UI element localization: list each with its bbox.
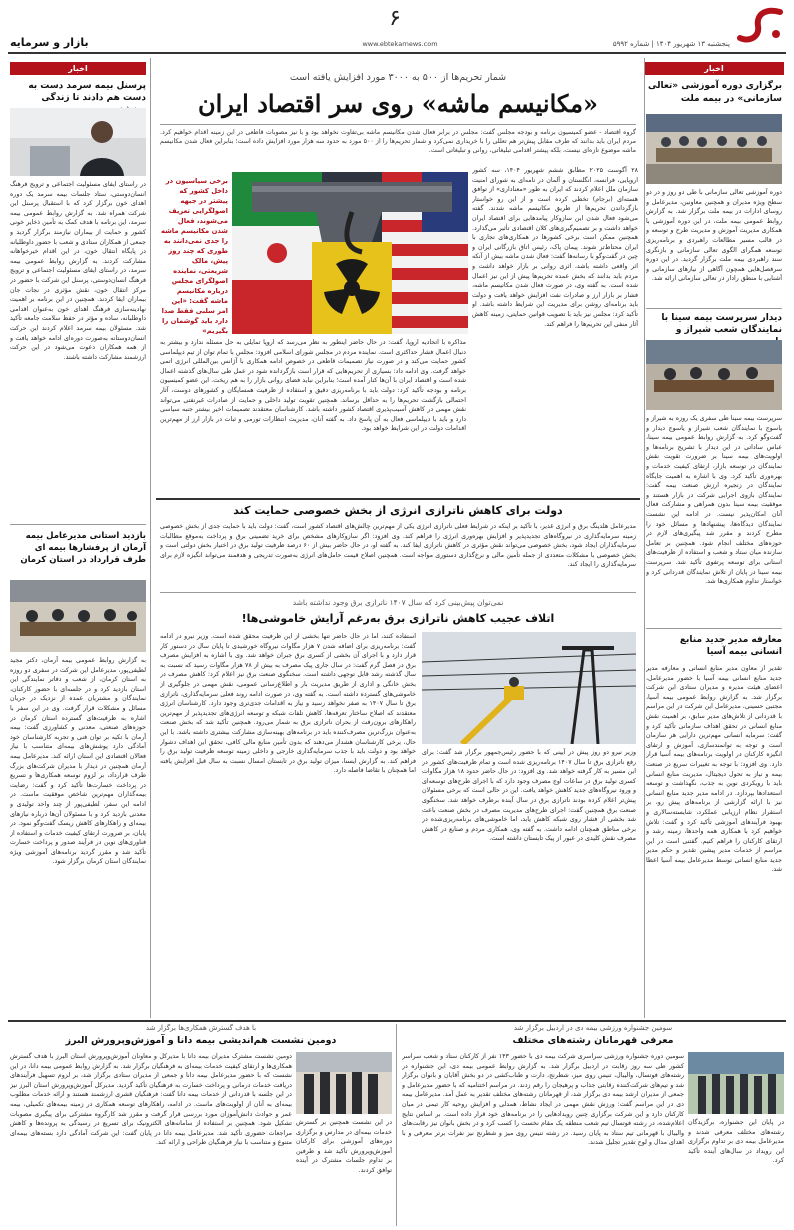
bottom-right-body-a: سومین دوره جشنواره ورزشی سراسری شرکت بیمه دی با حضور ۱۴۳ نفر از کارکنان ستاد و شعب سراسر کشور طی سه روز رقابت در اردبیل برگزار شد. به گزارش روابط عمومی بیمه دی، این جشنواره در رشته‌های فوتسال، والیبال، تنیس روی میز، شطرنج، دارت و طناب‌کشی در دو بخش آقایان و بانوان برگزار شد و تیم‌های شرکت‌کننده رقابتی جذاب و پرهیجان را رقم زدند. در مراسم اختتامیه که با حضور مدیرعامل و جمعی از مدیران ارشد بیمه دی برگزار شد، از قهرمانان رشته‌های مختلف تقدیر به عمل آمد. مدیرعامل بیمه دی در این مراسم گفت: ورزش نقش مهمی در ایجاد نشاط، همدلی و افزایش روحیه کار تیمی در میان کارکنان دارد و این شرکت برگزاری چنین رویدادهایی را در برنامه‌های خود قرار داده است. بر اساس نتایج اعلام‌شده، در رشته فوتسال تیم شعب منطقه یک مقام نخست را کسب کرد و در بخش بانوان نیز رقابت‌های والیبال با قهرمانی تیم ستاد به پایان رسید. در رشته تنیس روی میز و شطرنج نیز نفرات برتر معرفی و با اهدای مدال و لوح تقدیر تجلیل شدند. [402, 1053, 684, 1147]
left-item2-body: به گزارش روابط عمومی بیمه آرمان، دکتر مجید لطیفی‌پور، مدیرعامل این شرکت در سفری دو روزه به استان کرمان، از شعب و دفاتر نمایندگی این استان بازدید کرد و در جلسه‌ای با حضور کارکنان، نمایندگان و مشتریان عمده از نزدیک در جریان مسائل و مشکلات قرار گرفت. وی در این سفر با اشاره به ظرفیت‌های گسترده استان کرمان در حوزه‌های صنعتی، معدنی و کشاورزی گفت: بیمه آرمان با تکیه بر توان فنی و تجربه کارشناسان خود آمادگی دارد پوشش‌های بیمه‌ای متناسب با نیاز فعالان اقتصادی این استان ارائه کند. مدیرعامل بیمه آرمان همچنین در دیدار با مدیران شرکت‌های بزرگ طرف قرارداد، بر لزوم توسعه همکاری‌ها و تسریع در پرداخت خسارت‌ها تأکید کرد و گفت: رضایت بیمه‌گذاران مهم‌ترین شاخص موفقیت ماست. در ادامه این سفر، لطیفی‌پور از چند واحد تولیدی و معدنی بازدید کرد و با مسئولان آن‌ها درباره نیازهای بیمه‌ای و راهکارهای کاهش ریسک گفت‌وگو نمود. در پایان، بر ضرورت ارتقای کیفیت خدمات و استفاده از فناوری‌های نوین در فرآیند صدور و پرداخت خسارت تأکید شد و مقرر گردید برنامه‌های آموزشی ویژه نمایندگان استان کرمان برگزار شود. [10, 657, 146, 866]
masthead [0, 0, 794, 56]
site-url[interactable]: www.ebtekarnews.com [362, 40, 438, 48]
left-item2-title: بازدید استانی مدیرعامل بیمه آرمان از پرفشارها بیمه ای طرف قرارداد در استان کرمان [20, 531, 146, 565]
bottom-left-body-a: دومین نشست مشترک مدیران بیمه دانا با مدیرکل و معاونان آموزش‌وپرورش استان البرز با هدف گسترش همکاری‌ها و ارتقای کیفیت خدمات بیمه‌ای به فرهنگیان برگزار شد. به گزارش روابط عمومی بیمه دانا، در این نشست که با حضور مدیرعامل بیمه دانا و جمعی از مدیران ستادی برگزار شد، بر لزوم تسهیل فرآیندهای دریافت خدمات درمانی و پرداخت خسارت به فرهنگیان تأکید گردید. مدیرکل آموزش‌وپرورش استان البرز نیز در این جلسه با قدردانی از خدمات بیمه دانا گفت: فرهنگیان قشری ارزشمند هستند و ارائه خدمات مطلوب بیمه‌ای به آنان از اولویت‌های ماست. در ادامه، راهکارهای توسعه همکاری در زمینه بیمه‌های تکمیلی، بیمه عمر و حوادث دانش‌آموزان مورد بررسی قرار گرفت و مقرر شد کارگروه مشترکی برای پیگیری مصوبات تشکیل شود. همچنین بر استفاده از سامانه‌های الکترونیک برای تسریع در رسیدگی به پرونده‌ها و کاهش مراجعات حضوری تأکید شد. مدیرعامل بیمه دانا در پایان گفت: این شرکت آمادگی دارد بسته‌های بیمه‌ای متنوع و متناسب با نیاز فرهنگیان طراحی و ارائه کند. [10, 1053, 292, 1147]
main-lead: گروه اقتصاد - عضو کمیسیون برنامه و بودجه مجلس گفت: مجلس در برابر فعال شدن مکانیسم ماشه بی‌تفاوت نخواهد بود و با نیز مصوبات قاطعی در این زمینه اقدام خواهیم کرد. مردم ایران باید بدانند که طرف مقابل پیش‌تر هم تعللی را با خریداری نمی‌کرد و شمار تحریم‌ها را از ۵۰۰ مورد به حدود سه هزار مورد افزایش داده است؛ بنابراین فعال شدن مکانیسم ماشه موضوع تازه‌ای نیست، بلکه پیشتر اقدامی تبلیغاتی، روانی و تبلیغاتی است. [160, 129, 636, 154]
news-tag-left: اخبار [10, 62, 146, 75]
bottom-right-body-b: در پایان این جشنواره، برگزیدگان رشته‌های مختلف معرفی شدند و مدیرعامل بیمه دی بر تداوم برگزاری این رویداد در سال‌های آینده تأکید کرد. [688, 1119, 784, 1165]
bottom-right-photo [688, 1052, 784, 1114]
bottom-left-photo [296, 1052, 392, 1114]
bottom-left-title: دومین نشست هم‌اندیشی بیمه دانا و آموزش‌وپرورش البرز [65, 1035, 337, 1046]
right-item3-body: تقدیر از معاون مدیر منابع انسانی و معارفه مدیر جدید منابع انسانی بیمه آسیا با حضور مدیرعامل، اعضای هیئت مدیره و مدیران ستادی این شرکت برگزار شد. به گزارش روابط عمومی بیمه آسیا، مجتبی حسینی، مدیرعامل این شرکت در این مراسم با قدردانی از تلاش‌های مدیر سابق، بر اهمیت نقش منابع انسانی در تحقق اهداف سازمانی تأکید کرد و گفت: سرمایه انسانی مهم‌ترین دارایی هر سازمان است و توجه به توانمندسازی، آموزش و ارتقای انگیزه کارکنان در اولویت برنامه‌های بیمه آسیا قرار دارد. وی افزود: با توجه به تغییرات سریع در صنعت بیمه و نیاز به تحول دیجیتال، مدیریت منابع انسانی باید با رویکردی نوین به جذب، نگهداشت و توسعه استعدادها بپردازد. در ادامه مدیر جدید منابع انسانی نیز با ارائه گزارشی از برنامه‌های پیش رو، بر استقرار نظام ارزیابی عملکرد، شایسته‌سالاری و بهبود فرآیندهای آموزشی تأکید کرد و گفت: تلاش خواهیم کرد با همکاری همه واحدها، زمینه رشد و ارتقای کارکنان را فراهم کنیم. گفتنی است در این مراسم از خدمات مدیر پیشین تقدیر و حکم مدیر جدید منابع انسانی توسط مدیرعامل بیمه آسیا اعطا شد. [646, 665, 782, 874]
box2-kicker: نمی‌توان پیش‌بینی کرد که سال ۱۴۰۷ ناترازی برق وجود نداشته باشد [292, 598, 504, 607]
main-headline: «مکانیسم ماشه» روی سر اقتصاد ایران [197, 89, 599, 118]
section-title: بازار و سرمایه [10, 36, 89, 49]
box2-body-b: وزیر نیرو دو روز پیش در آیینی که با حضور رئیس‌جمهور برگزار شد گفت: برای رفع ناترازی برق تا سال ۱۴۰۷ برنامه‌ریزی شده است و تمام ظرفیت‌های کشور در این مسیر به کار گرفته خواهد شد. وی افزود: در حال حاضر حدود ۱۸ هزار مگاوات کسری تولید برق در ساعات اوج مصرف وجود دارد که با اجرای طرح‌های توسعه‌ای و ورود نیروگاه‌های جدید کاهش خواهد یافت. این در حالی است که برخی مسئولان پیش‌تر اعلام کرده بودند ناترازی برق در سال آینده برطرف خواهد شد. سخنگوی صنعت برق همچنین گفت: اجرای طرح‌های مدیریت مصرف در بخش صنعت باعث شد بخشی از فشار روی شبکه کاهش یابد، اما خاموشی‌های برنامه‌ریزی‌شده در برخی مناطق همچنان ادامه داشت. به گفته وی، همکاری مردم و صنایع در کاهش مصرف نقش کلیدی در عبور از پیک تابستان داشته است. [422, 749, 636, 843]
news-tag-right: اخبار [644, 62, 784, 75]
bottom-left-kicker: با هدف گسترش همکاری‌ها برگزار شد [145, 1024, 257, 1032]
box1-title: دولت برای کاهش ناترازی انرژی از بخش خصوصی حمایت کند [233, 504, 563, 517]
right-item2-title: دیدار سرپرست بیمه سینا با نمایندگان شعب شیراز و [661, 313, 782, 335]
left-item1-photo [10, 108, 146, 176]
left-item2-photo [10, 580, 146, 652]
box2-title: اتلاف عجیب کاهش ناترازی برق به‌رغم آرایش خاموشی‌ها! [241, 612, 555, 625]
right-item1-body: دوره آموزشی تعالی سازمانی با طی دو روز و در دو سطح ویژه مدیران و همچنین معاونین، مدیرعامل و روسای ادارات در بیمه ملت برگزار شد. به گزارش روابط عمومی بیمه ملت، در این دوره آموزشی با همکاری مدیریت آموزش و مدیریت طرح و توسعه و در قالب مسیر مطالعات راهبردی و برنامه‌ریزی توسعه همگرای الگوی تعالی سازمانی و بازنگری سند راهبردی بیمه ملت برگزار گردید. در این دوره سرفصل‌هایی همچون آگاهی از نیازهای سازمانی و آشنایی با منطق رادار در تعالی سازمانی ارائه شد. [646, 189, 782, 283]
main-kicker: شمار تحریم‌ها از ۵۰۰ به ۳۰۰۰ مورد افزایش یافته است [289, 72, 507, 83]
main-body-col1: ۲۸ آگوست ۲۰۲۵ مطابق ششم شهریور ۱۴۰۴، سه کشور اروپایی، فرانسه، انگلستان و آلمان در نامه‌ای به شورای امنیت سازمان ملل اعلام کردند که ایران به طور «معناداری» از توافق هسته‌ای (برجام) تخطی کرده است و از این رو خواستار بازگرداندن تحریم‌ها از طریق مکانیسم ماشه شدند. گفته می‌شود فعال شدن این سازوکار پیامدهایی برای اقتصاد ایران خواهد داشت و بر تصمیم‌گیری‌های کلان اقتصادی تأثیر می‌گذارد. همچنین ممکن است برخی کشورها در همکاری‌های تجاری با ایران محتاط‌تر شوند. پیمان پاک، رئیس اتاق بازرگانی ایران و چین در گفت‌وگو با رسانه‌ها گفت: فعال شدن ماشه بیش از آنکه اثر واقعی داشته باشد، اثری روانی بر بازار خواهد داشت و مردم باید بدانند که بخش عمده تحریم‌ها پیش از این نیز اعمال شده است. به گفته وی، در صورت فعال شدن مکانیسم ماشه، فشار بر بازار ارز و صادرات نفت افزایش خواهد یافت و دولت باید برنامه‌ای روشن برای مدیریت این شرایط داشته باشد. او تأکید کرد: مجلس نیز باید با تصویب قوانین حمایتی، زمینه کاهش آثار منفی این تحریم‌ها را فراهم کند. [472, 167, 638, 328]
right-item1-photo [646, 114, 782, 184]
main-body-col2: مذاکره با اتحادیه اروپا، گفت: در حال حاضر اینطور به نظر می‌رسد که اروپا تمایلی به حل مسئله ندارد و بیشتر به دنبال اعمال فشار حداکثری است. نماینده مردم در مجلس شورای اسلامی افزود: مجلس با تمام توان از تیم دیپلماسی کشور حمایت می‌کند و در صورت نیاز تصمیمات قاطعی در خصوص ادامه همکاری با آژانس بین‌المللی انرژی اتمی خواهد گرفت. وی ادامه داد: بسیاری از تحریم‌هایی که قرار است بازگردانده شود در عمل طی سال‌های گذشته اعمال شده است و اقتصاد ایران با آن‌ها کنار آمده است؛ بنابراین نباید فضای روانی بازار را به هم ریخت. این عضو کمیسیون برنامه و بودجه تأکید کرد: دولت باید با برنامه‌ریزی دقیق و استفاده از ظرفیت همسایگان و کشورهای دوست، آثار احتمالی بازگشت تحریم‌ها را به حداقل برساند. همچنین تقویت تولید داخلی و حمایت از صادرات غیرنفتی می‌تواند نقش مهمی در کاهش آسیب‌پذیری اقتصاد کشور داشته باشد. کارشناسان معتقدند تصمیمات اخیر بیشتر جنبه سیاسی دارد و باید با دیپلماسی فعال به آن پاسخ داد. به گفته آنان، مدیریت انتظارات تورمی و ثبات در بازار ارز از مهم‌ترین اقدامات دولت در این شرایط خواهد بود. [160, 339, 466, 433]
right-item1-title: برگزاری دوره آموزشی «تعالی سازمانی» در بیمه ملت [647, 81, 782, 104]
issue-date: پنجشنبه ۱۳ شهریور ۱۴۰۴ | شماره ۵۹۹۲ [612, 40, 730, 48]
page-number: ۶ [389, 6, 401, 31]
logo [736, 4, 786, 48]
box2-body-a: استفاده کنند، اما در حال حاضر تنها بخشی از این ظرفیت محقق شده است. وزیر نیرو در ادامه گفت: برنامه‌ریزی برای اضافه شدن ۷ هزار مگاوات نیروگاه خورشیدی تا پایان سال در دستور کار قرار دارد و با اجرای آن بخشی از کسری برق جبران خواهد شد. وی با اشاره به افزایش مصرف برق در فصل گرم گفت: در سال جاری پیک مصرف به بیش از ۷۸ هزار مگاوات رسید که نسبت به سال گذشته رشد قابل توجهی داشته است. سخنگوی صنعت برق نیز اعلام کرد: کاهش مصرف در بخش خانگی و اداری از طریق مدیریت بار و اطلاع‌رسانی عمومی، نقش مهمی در جلوگیری از خاموشی‌های گسترده داشته است. به گفته وی، در صورت ادامه روند فعلی سرمایه‌گذاری، ناترازی برق تا سال ۱۴۰۷ به صفر نخواهد رسید و نیاز به اقدامات جدی‌تری وجود دارد. کارشناسان انرژی معتقدند که اصلاح ساختار تعرفه‌ها، کاهش تلفات شبکه و توسعه انرژی‌های تجدیدپذیر از مهم‌ترین راهکارهای برون‌رفت از بحران ناترازی برق به شمار می‌رود. همچنین تأکید شد که بخش صنعت به‌عنوان بزرگ‌ترین مصرف‌کننده باید در برنامه‌های بهینه‌سازی مشارکت بیشتری داشته باشد. با این حال، برخی کارشناسان هشدار می‌دهند که بدون تأمین منابع مالی کافی، تحقق این اهداف دشوار خواهد بود و دولت باید با جذب سرمایه‌گذاری خارجی و داخلی زمینه توسعه ظرفیت تولید برق را فراهم کند. به گزارش ایسنا، میزان تولید برق در تابستان امسال نسبت به سال قبل افزایش یافته اما همچنان با تقاضا فاصله دارد. [160, 633, 416, 775]
main-quote: برخی سیاسیون در داخل کشور که پیشتر در جبهه اصولگرایی تعریف می‌شوند، فعال شدن مکانیسم ماشه را جدی نمی‌دانند به طوری که چند روز پیش، مالک شریعتی، نماینده اصولگرای مجلس درباره مکانیسم ماشه گفت: «این امر سلبی فقط صدا دارد باید گوشمان را بگیریم» [161, 177, 228, 334]
right-item2-body: سرپرست بیمه سینا طی سفری یک روزه به شیراز و یاسوج با نمایندگان شعب شیراز و یاسوج دیدار و گفت‌وگو کرد. به گزارش روابط عمومی بیمه سینا، عباس ساداتی در این دیدار با تشریح برنامه‌ها و اولویت‌های بیمه سینا بر ضرورت تقویت نقش نمایندگان در توسعه بازار، ارتقای کیفیت خدمات و بهره‌وری تأکید کرد. وی با اشاره به اهمیت جایگاه نمایندگان در زنجیره ارزش صنعت بیمه گفت: نمایندگان بازوی اجرایی شرکت در بازار هستند و موفقیت بیمه سینا بدون همراهی و مشارکت فعال آنان امکان‌پذیر نیست. در ادامه این نشست نمایندگان دیدگاه‌ها، پیشنهادها و مسائل خود را مطرح کردند و مقرر شد پیگیری‌های لازم در حوزه‌های مختلف انجام شود. همچنین بر تعامل سازنده میان ستاد و شعب و استفاده از ظرفیت‌های استانی برای توسعه پرتفوی تأکید شد. سرپرست بیمه سینا در پایان از تلاش نمایندگان قدردانی کرد و خواستار تداوم همکاری‌ها شد. [646, 415, 782, 586]
main-photo [232, 172, 468, 334]
right-item3-title: معارفه مدیر جدید منابع انسانی بیمه آسیا [679, 635, 782, 657]
left-item1-title: پرسنل بیمه سرمد دست به دست هم دادند تا زندگی [28, 81, 146, 103]
bottom-right-kicker: سومین جشنواره ورزشی بیمه دی در اردبیل برگزار شد [513, 1024, 673, 1032]
header-rule [8, 52, 786, 54]
left-item1-body: در راستای ایفای مسئولیت اجتماعی و ترویج فرهنگ انسان‌دوستی، ستاد جلسات بیمه سرمد یک دوره اهدای خون برگزار کرد که با استقبال پرسنل این شرکت همراه شد. به گزارش روابط عمومی بیمه سرمد، این برنامه با هدف کمک به تأمین ذخایر خونی کشور و حمایت از بیماران نیازمند برگزار گردید و جمعی از همکاران ستادی و شعب با حضور داوطلبانه در پایگاه انتقال خون، در این اقدام خیرخواهانه مشارکت کردند. به گزارش روابط عمومی بیمه سرمد، در راستای ایفای مسئولیت اجتماعی و ترویج فرهنگ انسان‌دوستی، پرسنل این شرکت با حضور در مرکز انتقال خون، نقش مؤثری در نجات جان بیماران ایفا کردند. همچنین در این برنامه بر اهمیت نهادینه‌سازی فرهنگ اهدای خون به‌عنوان اقدامی داوطلبانه، ساده و مؤثر در حفظ سلامت جامعه تأکید شد. مسئولان بیمه سرمد اعلام کردند این حرکت انسان‌دوستانه به‌صورت دوره‌ای ادامه خواهد یافت و از همه همکاران دعوت می‌شود در این حرکت ارزشمند مشارکت داشته باشند. [10, 181, 146, 361]
power-line-photo [422, 632, 636, 744]
box1-body: مدیرعامل هلدینگ برق و انرژی غدیر، با تأکید بر اینکه در شرایط فعلی ناترازی انرژی یکی از مهم‌ترین چالش‌های اقتصاد کشور است، گفت: دولت باید با حمایت جدی از بخش خصوصی زمینه سرمایه‌گذاری در نیروگاه‌های تجدیدپذیر و افزایش بهره‌وری انرژی را فراهم کند. وی افزود: اگر سازوکارهای مشخص برای خرید تضمینی برق و پرداخت به‌موقع مطالبات سرمایه‌گذاران ایجاد شود، بخش خصوصی می‌تواند نقش مؤثری در کاهش ناترازی ایفا کند. به گفته او، در حال حاضر بیش از ۶۰ درصد ظرفیت تولید برق در اختیار بخش دولتی است و بخش خصوصی با مشکلات متعددی از جمله تأمین مالی و نرخ‌گذاری دستوری مواجه است. همچنین اصلاح قیمت حامل‌های انرژی به‌صورت تدریجی و هدفمند می‌تواند انگیزه لازم برای سرمایه‌گذاری را ایجاد کند. [160, 523, 636, 569]
right-item2-photo [646, 340, 782, 410]
bottom-right-title: معرفی قهرمانان رشته‌های مختلف [512, 1035, 674, 1046]
bottom-left-body-b: در این نشست همچنین بر گسترش خدمات بیمه‌ای در مدارس و برگزاری دوره‌های آموزشی برای کارکنان آموزش‌وپرورش تأکید شد و طرفین بر تداوم جلسات مشترک در آینده توافق کردند. [296, 1119, 392, 1174]
